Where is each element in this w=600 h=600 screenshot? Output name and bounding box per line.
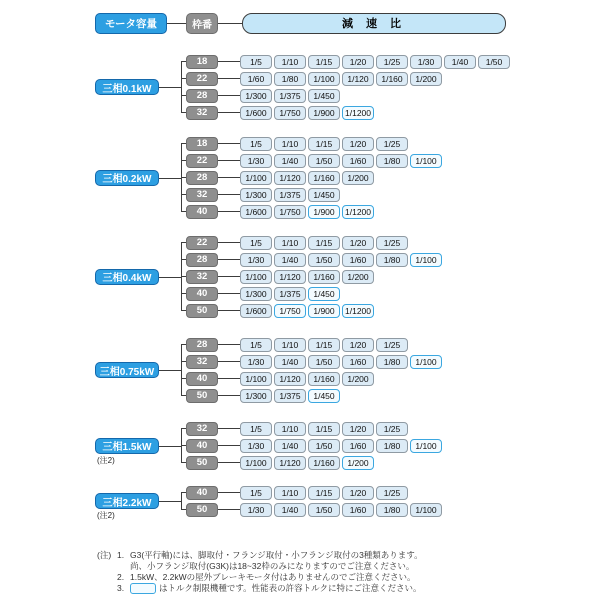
ratio-box: 1/80 xyxy=(376,439,408,453)
connector-trunk-line xyxy=(181,344,182,395)
ratio-box: 1/160 xyxy=(376,72,408,86)
frame-rows xyxy=(181,135,600,220)
ratio-box: 1/40 xyxy=(274,253,306,267)
ratio-box: 1/30 xyxy=(240,439,272,453)
frame-number-box: 22 xyxy=(186,72,218,86)
motor-capacity-label: 三相0.1kW xyxy=(95,79,159,95)
frame-row xyxy=(181,454,600,471)
footnote-text: G3(平行軸)には、脚取付・フランジ取付・小フランジ取付の3種類あります。 xyxy=(130,550,423,560)
motor-group xyxy=(95,484,600,518)
ratio-box: 1/750 xyxy=(274,106,306,120)
ratio-box: 1/100 xyxy=(240,372,272,386)
ratio-box: 1/20 xyxy=(342,55,374,69)
connector-line xyxy=(218,509,240,510)
ratio-box: 1/15 xyxy=(308,55,340,69)
ratio-box: 1/15 xyxy=(308,236,340,250)
frame-number-box: 40 xyxy=(186,205,218,219)
ratio-box: 1/80 xyxy=(376,154,408,168)
connector-line xyxy=(218,276,240,277)
ratio-box: 1/100 xyxy=(240,456,272,470)
connector-line xyxy=(218,445,240,446)
ratio-box: 1/600 xyxy=(240,106,272,120)
frame-row xyxy=(181,370,600,387)
ratio-box: 1/5 xyxy=(240,137,272,151)
ratio-box: 1/60 xyxy=(240,72,272,86)
connector-line xyxy=(218,259,240,260)
frame-row xyxy=(181,104,600,121)
ratio-box-torque-limited: 1/1200 xyxy=(342,304,374,318)
ratio-box: 1/100 xyxy=(410,503,442,517)
frame-number-box: 18 xyxy=(186,55,218,69)
ratio-box: 1/120 xyxy=(274,270,306,284)
footnote-number: 3. xyxy=(117,583,125,593)
connector-line xyxy=(218,194,240,195)
ratio-box-torque-limited: 1/100 xyxy=(410,355,442,369)
connector-line xyxy=(218,344,240,345)
ratio-box: 1/100 xyxy=(308,72,340,86)
ratio-box: 1/30 xyxy=(410,55,442,69)
ratio-box: 1/50 xyxy=(308,355,340,369)
connector-trunk-line xyxy=(181,492,182,509)
ratio-box: 1/160 xyxy=(308,270,340,284)
motor-capacity-label: 三相0.2kW xyxy=(95,170,159,186)
ratio-box: 1/40 xyxy=(274,154,306,168)
ratio-box: 1/100 xyxy=(240,270,272,284)
ratio-box: 1/5 xyxy=(240,236,272,250)
motor-groups-container xyxy=(0,53,600,518)
ratio-box: 1/375 xyxy=(274,287,306,301)
ratio-box: 1/50 xyxy=(308,439,340,453)
connector-line xyxy=(218,160,240,161)
footnote-text: はトルク制限機種です。性能表の許容トルクに特にご注意ください。 xyxy=(159,583,422,593)
frame-row xyxy=(181,336,600,353)
ratio-box: 1/375 xyxy=(274,188,306,202)
ratio-box: 1/375 xyxy=(274,389,306,403)
frame-row xyxy=(181,501,600,518)
footnote-text: 尚、小フランジ取付(G3K)は18~32枠のみになりますのでご注意ください。 xyxy=(130,561,415,571)
ratio-box: 1/15 xyxy=(308,338,340,352)
frame-row xyxy=(181,353,600,370)
ratio-box: 1/5 xyxy=(240,55,272,69)
ratio-box: 1/5 xyxy=(240,486,272,500)
ratio-box-torque-limited: 1/900 xyxy=(308,304,340,318)
ratio-box: 1/30 xyxy=(240,503,272,517)
ratio-box: 1/375 xyxy=(274,89,306,103)
ratio-box: 1/80 xyxy=(274,72,306,86)
ratio-box-torque-limited: 1/1200 xyxy=(342,205,374,219)
footnote-line-3 xyxy=(117,583,600,594)
ratio-box: 1/15 xyxy=(308,422,340,436)
connector-line xyxy=(159,178,181,179)
motor-capacity-label: 三相1.5kW xyxy=(95,438,159,454)
footnote-number: 2. xyxy=(117,572,125,582)
frame-number-box: 32 xyxy=(186,106,218,120)
frame-number-box: 28 xyxy=(186,89,218,103)
ratio-box: 1/60 xyxy=(342,439,374,453)
frame-number-box: 40 xyxy=(186,486,218,500)
frame-row xyxy=(181,484,600,501)
ratio-box: 1/20 xyxy=(342,137,374,151)
ratio-box: 1/25 xyxy=(376,55,408,69)
frame-number-box: 40 xyxy=(186,287,218,301)
frame-number-box: 28 xyxy=(186,171,218,185)
ratio-box: 1/80 xyxy=(376,253,408,267)
ratio-box: 1/40 xyxy=(274,355,306,369)
ratio-box: 1/200 xyxy=(342,372,374,386)
motor-group xyxy=(95,336,600,404)
ratio-box-torque-limited: 1/750 xyxy=(274,304,306,318)
ratio-box: 1/450 xyxy=(308,188,340,202)
footnote-line-1b xyxy=(130,561,600,572)
ratio-box: 1/10 xyxy=(274,486,306,500)
frame-number-header-button: 枠番 xyxy=(186,13,218,34)
motor-group xyxy=(95,420,600,471)
motor-capacity-header-button: モータ容量 xyxy=(95,13,167,34)
torque-limited-legend-box xyxy=(130,583,156,594)
frame-row xyxy=(181,203,600,220)
frame-row xyxy=(181,234,600,251)
frame-row xyxy=(181,437,600,454)
ratio-box: 1/80 xyxy=(376,355,408,369)
connector-line xyxy=(218,361,240,362)
ratio-box: 1/60 xyxy=(342,154,374,168)
reduction-ratio-header: 減 速 比 xyxy=(242,13,506,34)
ratio-box-torque-limited: 1/900 xyxy=(308,205,340,219)
ratio-box: 1/120 xyxy=(342,72,374,86)
connector-line xyxy=(218,462,240,463)
frame-number-box: 50 xyxy=(186,304,218,318)
ratio-box: 1/20 xyxy=(342,486,374,500)
connector-line xyxy=(218,177,240,178)
ratio-box-torque-limited: 1/200 xyxy=(342,456,374,470)
ratio-box: 1/450 xyxy=(308,89,340,103)
frame-number-box: 40 xyxy=(186,372,218,386)
frame-row xyxy=(181,268,600,285)
frame-number-box: 28 xyxy=(186,253,218,267)
connector-line xyxy=(218,78,240,79)
frame-row xyxy=(181,302,600,319)
frame-number-box: 18 xyxy=(186,137,218,151)
ratio-box: 1/5 xyxy=(240,422,272,436)
connector-line xyxy=(159,370,181,371)
ratio-box: 1/160 xyxy=(308,171,340,185)
motor-group xyxy=(95,234,600,319)
ratio-box-torque-limited: 1/450 xyxy=(308,389,340,403)
frame-row xyxy=(181,169,600,186)
connector-line xyxy=(159,446,181,447)
frame-number-box: 32 xyxy=(186,355,218,369)
ratio-box-torque-limited: 1/450 xyxy=(308,287,340,301)
footnote-prefix: (注) xyxy=(97,550,112,560)
footnotes xyxy=(97,550,600,594)
ratio-box: 1/15 xyxy=(308,137,340,151)
connector-line xyxy=(218,112,240,113)
connector-trunk-line xyxy=(181,428,182,462)
ratio-box: 1/200 xyxy=(342,270,374,284)
connector-line xyxy=(159,501,181,502)
frame-rows xyxy=(181,420,600,471)
ratio-box: 1/50 xyxy=(308,503,340,517)
ratio-box: 1/25 xyxy=(376,236,408,250)
motor-group xyxy=(95,135,600,220)
ratio-box: 1/20 xyxy=(342,236,374,250)
frame-row xyxy=(181,420,600,437)
frame-number-box: 40 xyxy=(186,439,218,453)
connector-trunk-line xyxy=(181,143,182,211)
ratio-box: 1/20 xyxy=(342,338,374,352)
connector-line xyxy=(218,211,240,212)
ratio-box: 1/80 xyxy=(376,503,408,517)
ratio-box: 1/30 xyxy=(240,355,272,369)
ratio-box-torque-limited: 1/100 xyxy=(410,154,442,168)
ratio-box: 1/200 xyxy=(410,72,442,86)
ratio-box-torque-limited: 1/1200 xyxy=(342,106,374,120)
ratio-box: 1/600 xyxy=(240,205,272,219)
frame-number-box: 32 xyxy=(186,188,218,202)
ratio-box: 1/10 xyxy=(274,422,306,436)
frame-row xyxy=(181,152,600,169)
motor-capacity-label: 三相0.4kW xyxy=(95,269,159,285)
ratio-box: 1/200 xyxy=(342,171,374,185)
ratio-box: 1/30 xyxy=(240,253,272,267)
ratio-box: 1/300 xyxy=(240,188,272,202)
motor-capacity-label: 三相0.75kW xyxy=(95,362,159,378)
footnote-line-2 xyxy=(117,572,600,583)
frame-rows xyxy=(181,53,600,121)
ratio-box: 1/15 xyxy=(308,486,340,500)
frame-rows xyxy=(181,234,600,319)
frame-row xyxy=(181,53,600,70)
frame-number-box: 50 xyxy=(186,503,218,517)
ratio-box: 1/600 xyxy=(240,304,272,318)
connector-line xyxy=(159,87,181,88)
footnote-number: 1. xyxy=(117,550,125,560)
ratio-box: 1/60 xyxy=(342,253,374,267)
ratio-box: 1/100 xyxy=(240,171,272,185)
ratio-box: 1/25 xyxy=(376,137,408,151)
frame-number-box: 22 xyxy=(186,236,218,250)
connector-line xyxy=(159,277,181,278)
ratio-box: 1/25 xyxy=(376,486,408,500)
ratio-box: 1/300 xyxy=(240,389,272,403)
ratio-box: 1/900 xyxy=(308,106,340,120)
footnote-line-1 xyxy=(97,550,600,561)
ratio-box: 1/120 xyxy=(274,456,306,470)
frame-row xyxy=(181,186,600,203)
ratio-box-torque-limited: 1/100 xyxy=(410,253,442,267)
ratio-box: 1/120 xyxy=(274,171,306,185)
motor-capacity-note: (注2) xyxy=(97,511,115,520)
diagram-header xyxy=(95,12,600,34)
frame-row xyxy=(181,285,600,302)
motor-capacity-label: 三相2.2kW xyxy=(95,493,159,509)
ratio-box: 1/10 xyxy=(274,338,306,352)
connector-line xyxy=(218,395,240,396)
ratio-box: 1/60 xyxy=(342,355,374,369)
ratio-box: 1/60 xyxy=(342,503,374,517)
frame-rows xyxy=(181,484,600,518)
ratio-box: 1/40 xyxy=(274,503,306,517)
ratio-box: 1/160 xyxy=(308,372,340,386)
footnote-text: 1.5kW、2.2kWの屋外ブレーキモータ付はありませんのでご注意ください。 xyxy=(130,572,416,582)
frame-row xyxy=(181,87,600,104)
ratio-box: 1/40 xyxy=(274,439,306,453)
frame-number-box: 22 xyxy=(186,154,218,168)
connector-line xyxy=(218,23,242,24)
ratio-box: 1/10 xyxy=(274,137,306,151)
ratio-box: 1/5 xyxy=(240,338,272,352)
ratio-box: 1/20 xyxy=(342,422,374,436)
connector-line xyxy=(167,23,186,24)
motor-group xyxy=(95,53,600,121)
connector-line xyxy=(218,310,240,311)
frame-row xyxy=(181,387,600,404)
connector-line xyxy=(218,242,240,243)
connector-line xyxy=(218,95,240,96)
frame-number-box: 32 xyxy=(186,422,218,436)
connector-line xyxy=(218,428,240,429)
ratio-box: 1/300 xyxy=(240,287,272,301)
ratio-box: 1/50 xyxy=(308,253,340,267)
ratio-box: 1/10 xyxy=(274,236,306,250)
connector-line xyxy=(218,378,240,379)
connector-line xyxy=(218,143,240,144)
connector-line xyxy=(218,492,240,493)
frame-rows xyxy=(181,336,600,404)
frame-number-box: 50 xyxy=(186,456,218,470)
frame-row xyxy=(181,251,600,268)
connector-line xyxy=(218,293,240,294)
frame-number-box: 28 xyxy=(186,338,218,352)
ratio-box: 1/300 xyxy=(240,89,272,103)
ratio-box: 1/25 xyxy=(376,422,408,436)
frame-number-box: 32 xyxy=(186,270,218,284)
frame-number-box: 50 xyxy=(186,389,218,403)
ratio-box: 1/120 xyxy=(274,372,306,386)
connector-trunk-line xyxy=(181,61,182,112)
connector-line xyxy=(218,61,240,62)
motor-capacity-note: (注2) xyxy=(97,455,115,465)
ratio-box: 1/10 xyxy=(274,55,306,69)
ratio-box: 1/50 xyxy=(308,154,340,168)
frame-row xyxy=(181,70,600,87)
ratio-box: 1/750 xyxy=(274,205,306,219)
connector-trunk-line xyxy=(181,242,182,310)
frame-row xyxy=(181,135,600,152)
ratio-box: 1/50 xyxy=(478,55,510,69)
ratio-box: 1/25 xyxy=(376,338,408,352)
ratio-box: 1/160 xyxy=(308,456,340,470)
ratio-box-torque-limited: 1/100 xyxy=(410,439,442,453)
ratio-box: 1/40 xyxy=(444,55,476,69)
ratio-box: 1/30 xyxy=(240,154,272,168)
